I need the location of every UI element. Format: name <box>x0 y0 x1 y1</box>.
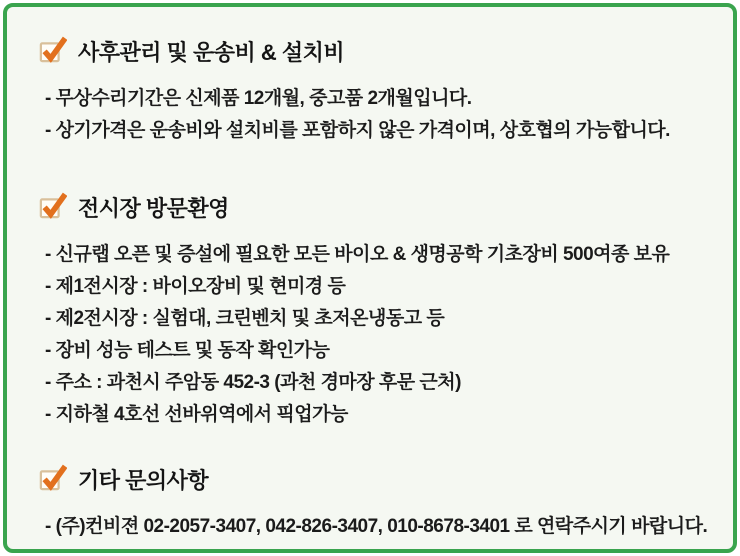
checkbox-icon <box>39 190 67 220</box>
checkbox-icon <box>39 34 67 64</box>
section-item-list <box>45 83 719 147</box>
info-line: - 제1전시장 : 바이오장비 및 현미경 등 <box>45 276 346 297</box>
section-heading <box>39 465 719 493</box>
info-line: - 제2전시장 : 실험대, 크린벤치 및 초저온냉동고 등 <box>45 308 445 329</box>
section-contact <box>39 465 719 543</box>
info-line: - 주소 : 과천시 주암동 452-3 (과천 경마장 후문 근처) <box>45 372 461 393</box>
section-heading <box>39 193 719 221</box>
section-title: 기타 문의사항 <box>78 467 209 493</box>
info-line: - 장비 성능 테스트 및 동작 확인가능 <box>45 340 330 361</box>
info-line: - 무상수리기간은 신제품 12개월, 중고품 2개월입니다. <box>45 88 472 109</box>
info-line: - (주)컨비젼 02-2057-3407, 042-826-3407, 010-8678-3401 로 연락주시기 바랍니다. <box>45 516 708 537</box>
info-line: - 지하철 4호선 선바위역에서 픽업가능 <box>45 404 348 425</box>
info-panel <box>3 3 737 553</box>
section-heading <box>39 37 719 65</box>
section-showroom <box>39 193 719 431</box>
checkbox-icon <box>39 462 67 492</box>
section-title: 사후관리 및 운송비 & 설치비 <box>78 39 345 65</box>
section-item-list <box>45 511 719 543</box>
section-aftercare <box>39 37 719 147</box>
section-title: 전시장 방문환영 <box>78 195 229 221</box>
info-line: - 신규랩 오픈 및 증설에 필요한 모든 바이오 & 생명공학 기초장비 500여종 보유 <box>45 244 670 265</box>
info-line: - 상기가격은 운송비와 설치비를 포함하지 않은 가격이며, 상호협의 가능합니다. <box>45 120 670 141</box>
section-item-list <box>45 239 719 431</box>
